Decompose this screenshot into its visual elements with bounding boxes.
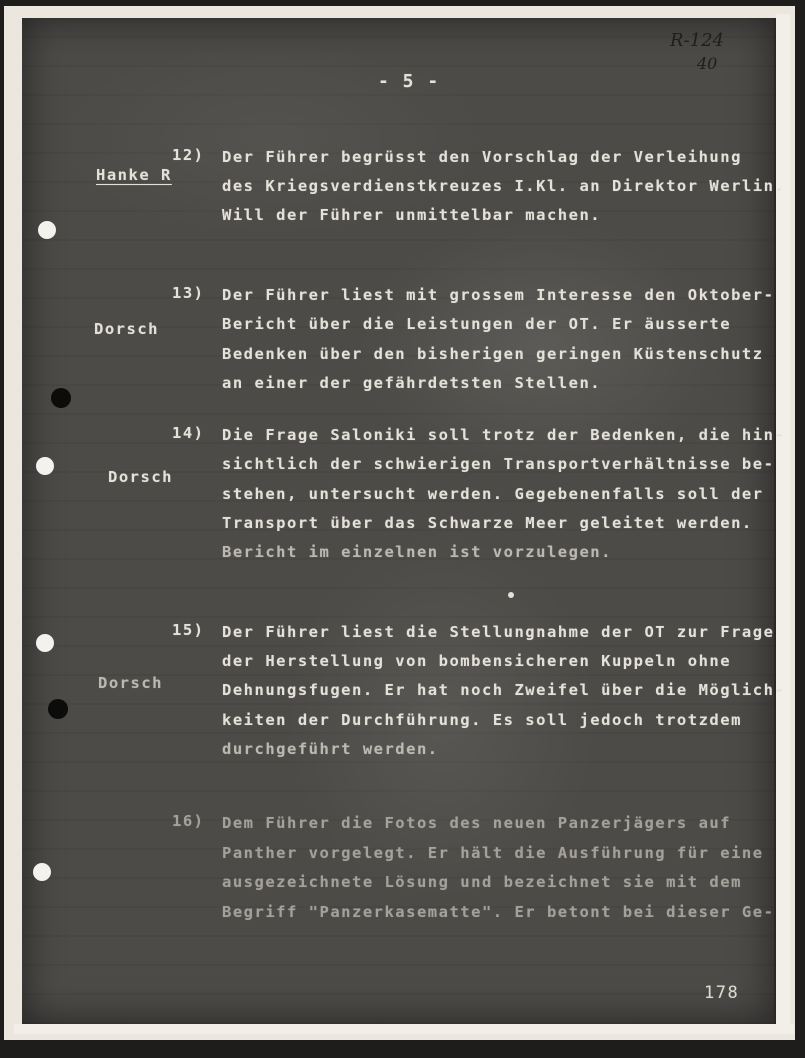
handwritten-ref: R-124 — [670, 30, 724, 51]
side-note: Dorsch — [94, 320, 159, 338]
body-line: der Herstellung von bombensicheren Kuppeln ohne — [222, 652, 732, 670]
punch-hole — [36, 457, 54, 475]
side-note: Dorsch — [98, 674, 163, 692]
body-line: Der Führer liest die Stellungnahme der OT zur Frage — [222, 623, 775, 641]
body-line: an einer der gefährdetsten Stellen. — [222, 374, 602, 392]
paper-edge-right — [776, 14, 790, 1026]
handwritten-number: 40 — [697, 54, 718, 73]
side-note: Hanke R — [96, 166, 172, 184]
body-line: Bericht über die Leistungen der OT. Er äusserte — [222, 315, 732, 333]
section-number: 15) — [172, 621, 205, 639]
section-number: 12) — [172, 146, 205, 164]
body-line: Der Führer liest mit grossem Interesse den Oktober- — [222, 286, 775, 304]
body-line: Dem Führer die Fotos des neuen Panzerjägers auf — [222, 814, 732, 832]
body-line: Die Frage Saloniki soll trotz der Bedenken, die hin- — [222, 426, 786, 444]
punch-hole — [38, 221, 56, 239]
punch-hole — [33, 863, 51, 881]
body-line: ausgezeichnete Lösung und bezeichnet sie mit dem — [222, 873, 742, 891]
body-line: Will der Führer unmittelbar machen. — [222, 206, 602, 224]
body-line: Panther vorgelegt. Er hält die Ausführung für eine — [222, 844, 764, 862]
body-line: stehen, untersucht werden. Gegebenenfalls soll der — [222, 485, 764, 503]
body-line: keiten der Durchführung. Es soll jedoch trotzdem — [222, 711, 742, 729]
section-number: 13) — [172, 284, 205, 302]
punch-hole — [36, 634, 54, 652]
body-line: durchgeführt werden. — [222, 740, 439, 758]
body-line: sichtlich der schwierigen Transportverhältnisse be- — [222, 455, 775, 473]
body-line: Begriff "Panzerkasematte". Er betont bei dieser Ge- — [222, 903, 775, 921]
body-line: Der Führer begrüsst den Vorschlag der Verleihung — [222, 148, 742, 166]
punch-hole — [48, 699, 68, 719]
punch-hole — [51, 388, 71, 408]
side-note: Dorsch — [108, 468, 173, 486]
speck — [508, 592, 514, 598]
footer-page-number: 178 — [704, 983, 740, 1003]
body-line: Bericht im einzelnen ist vorzulegen. — [222, 543, 612, 561]
body-line: Dehnungsfugen. Er hat noch Zweifel über die Möglich- — [222, 681, 786, 699]
body-line: Bedenken über den bisherigen geringen Küstenschutz — [222, 345, 764, 363]
paper-edge-line — [774, 18, 776, 1024]
body-line: Transport über das Schwarze Meer geleitet werden. — [222, 514, 753, 532]
paper-edge-bottom — [14, 1024, 794, 1034]
page-number: - 5 - — [378, 71, 440, 92]
section-number: 16) — [172, 812, 205, 830]
section-number: 14) — [172, 424, 205, 442]
body-line: des Kriegsverdienstkreuzes I.Kl. an Direktor Werlin. — [222, 177, 786, 195]
